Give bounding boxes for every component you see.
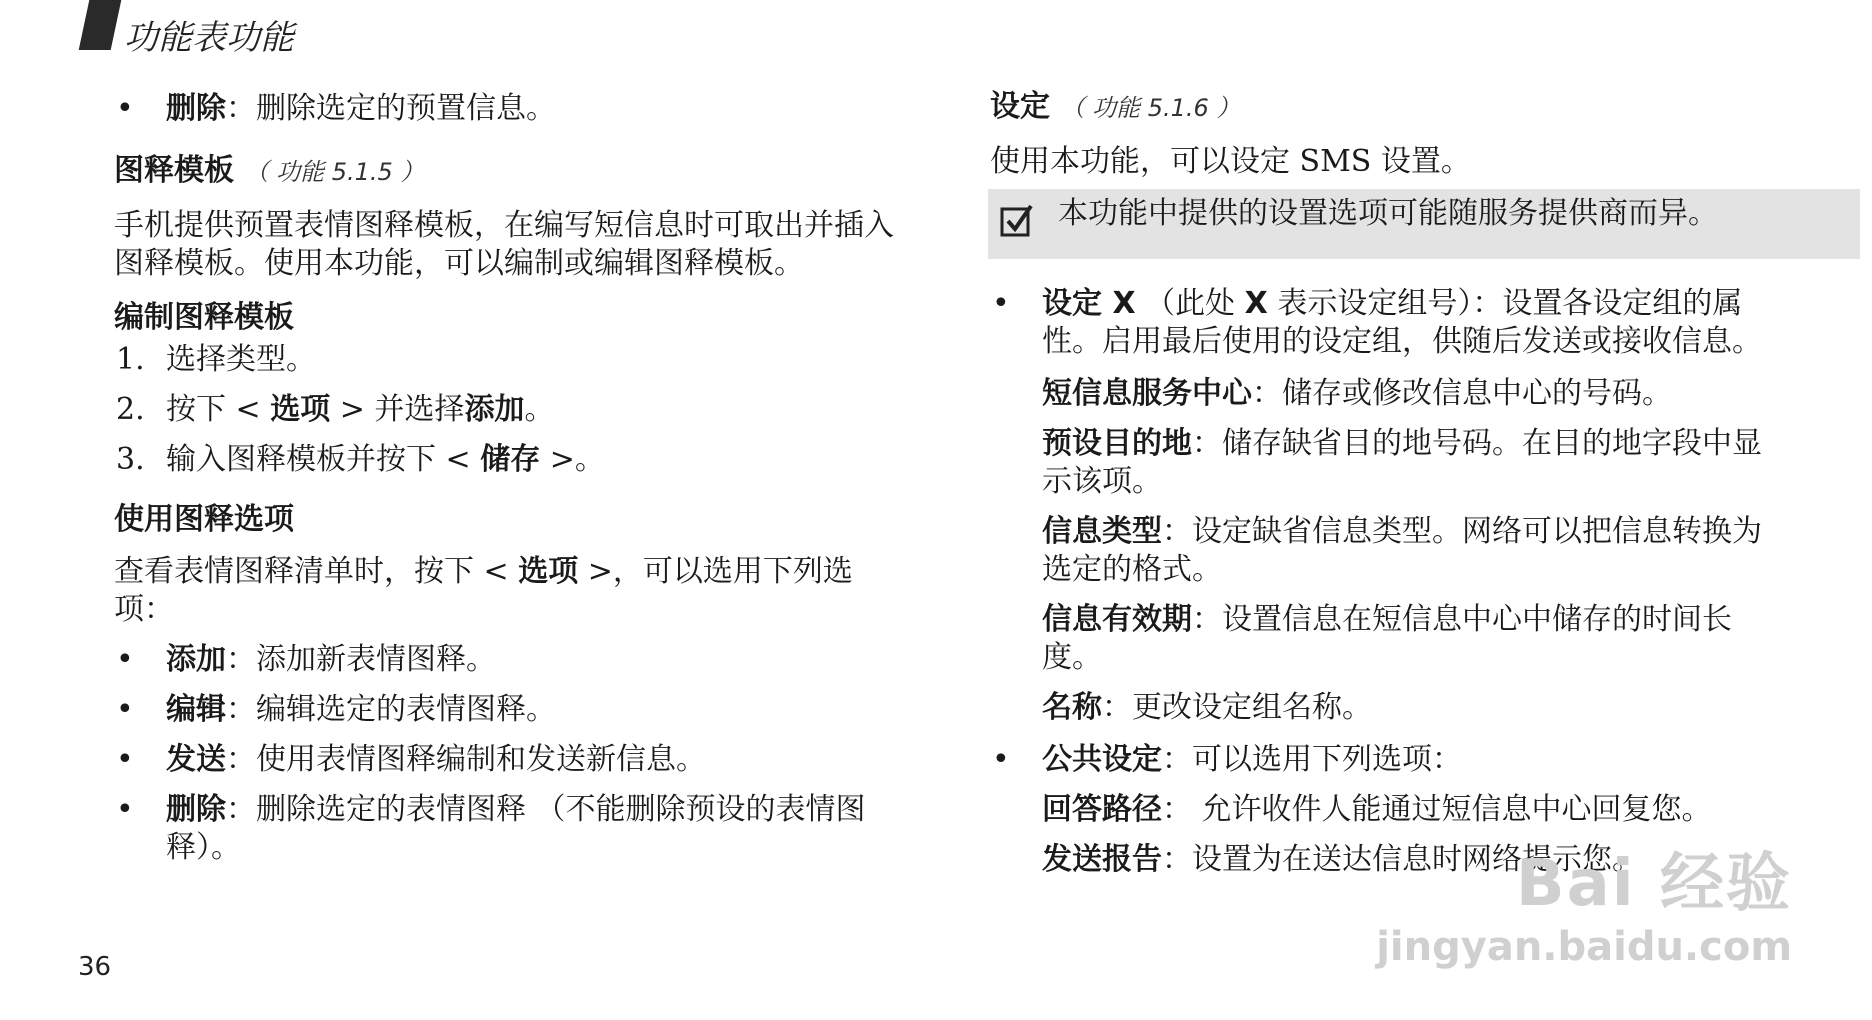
sub-label: 短信息服务中心 — [1042, 376, 1252, 411]
sub-text: ：设定缺省信息类型。网络可以把信息转换为选定的格式。 — [1042, 514, 1762, 587]
sub-item — [990, 425, 1770, 501]
page-header-title: 功能表功能 — [124, 18, 294, 58]
item-text: ：删除选定的表情图释 （不能删除预设的表情图释）。 — [166, 792, 866, 865]
item-label: 编辑 — [166, 692, 226, 727]
item-text: ：添加新表情图释。 — [226, 642, 496, 677]
steps-list — [114, 341, 894, 479]
list-item — [990, 285, 1770, 361]
item-text: （此处 — [1135, 286, 1245, 321]
sub-label: 名称 — [1042, 690, 1102, 725]
step-item — [114, 391, 894, 429]
step-text: >。 — [540, 442, 605, 477]
item-text: ：使用表情图释编制和发送新信息。 — [226, 742, 706, 777]
list-item — [114, 691, 894, 729]
step-number: 3. — [116, 442, 145, 477]
sub-text: ：储存缺省目的地号码。在目的地字段中显示该项。 — [1042, 426, 1762, 499]
sub-text: ： 允许收件人能通过短信息中心回复您。 — [1162, 792, 1712, 827]
page-number: 36 — [78, 952, 112, 982]
item-text: ：可以选用下列选项： — [1162, 742, 1462, 777]
section-title: 图释模板 — [114, 153, 234, 188]
sub-item — [990, 513, 1770, 589]
step-bold: 选项 — [270, 392, 331, 427]
sub-item — [990, 689, 1770, 727]
header-bar — [79, 0, 122, 50]
step-item — [114, 441, 894, 479]
sub-item — [990, 375, 1770, 413]
setting-sublist — [990, 375, 1770, 727]
sub-text: ：更改设定组名称。 — [1102, 690, 1372, 725]
section-title: 设定 — [990, 89, 1050, 124]
sub-item — [990, 791, 1770, 829]
function-ref: （ 功能 5.1.5 ） — [244, 158, 425, 186]
note-box — [988, 189, 1860, 259]
step-text: > 并选择 — [330, 392, 465, 427]
subheading: 编制图释模板 — [114, 300, 294, 335]
sub-text: ：设置信息在短信息中心中储存的时间长度。 — [1042, 602, 1732, 675]
item-text: ：编辑选定的表情图释。 — [226, 692, 556, 727]
sub-label: 发送报告 — [1042, 842, 1162, 877]
options-list — [114, 641, 894, 867]
step-item — [114, 341, 894, 379]
step-text: 按下 < — [166, 392, 271, 427]
list-item — [114, 791, 894, 867]
sub-label: 信息类型 — [1042, 514, 1162, 549]
item-label: 添加 — [166, 642, 226, 677]
sub-label: 回答路径 — [1042, 792, 1162, 827]
left-column — [114, 80, 894, 867]
list-item — [114, 90, 894, 128]
list-item — [990, 741, 1770, 779]
step-text: 。 — [524, 392, 555, 427]
step-text: 输入图释模板并按下 < — [166, 442, 481, 477]
paragraph: 手机提供预置表情图释模板，在编写短信息时可取出并插入图释模板。使用本功能，可以编制或编辑图释模板。 — [114, 208, 894, 281]
watermark — [1376, 832, 1792, 970]
item-label: 发送 — [166, 742, 226, 777]
sub-text: ：设置为在送达信息时网络提示您。 — [1162, 842, 1642, 877]
note-text: 本功能中提供的设置选项可能随服务提供商而异。 — [1058, 196, 1718, 231]
paragraph — [114, 553, 894, 629]
step-bold: 添加 — [464, 392, 525, 427]
sub-label: 信息有效期 — [1042, 602, 1192, 637]
list-item — [114, 641, 894, 679]
item-text: ：删除选定的预置信息。 — [226, 91, 556, 126]
item-label: 删除 — [166, 91, 226, 126]
function-ref: （ 功能 5.1.6 ） — [1060, 94, 1241, 122]
paragraph-text: 查看表情图释清单时，按下 < — [114, 554, 519, 589]
sub-item — [990, 601, 1770, 677]
paragraph-text: >，可以选用下列选项： — [114, 554, 853, 627]
item-bold: X — [1244, 286, 1268, 321]
subheading: 使用图释选项 — [114, 502, 294, 537]
item-label: 设定 X — [1042, 286, 1136, 321]
item-label: 公共设定 — [1042, 742, 1162, 777]
sub-label: 预设目的地 — [1042, 426, 1192, 461]
step-bold: 储存 — [480, 442, 541, 477]
item-text: 表示设定组号）：设置各设定组的属性。启用最后使用的设定组，供随后发送或接收信息。 — [1042, 286, 1762, 359]
step-number: 2. — [116, 392, 145, 427]
sub-text: ：储存或修改信息中心的号码。 — [1252, 376, 1672, 411]
step-text: 选择类型。 — [166, 342, 316, 377]
paragraph: 使用本功能，可以设定 SMS 设置。 — [990, 144, 1471, 179]
checkbox-note-icon — [1000, 203, 1034, 237]
watermark-url: jingyan.baidu.com — [1376, 924, 1792, 970]
paragraph-bold: 选项 — [518, 554, 579, 589]
section-heading — [114, 152, 894, 191]
section-heading — [990, 88, 1770, 127]
list-item — [114, 741, 894, 779]
watermark-logo-text: Bai 经验 — [1515, 847, 1792, 921]
right-column — [990, 80, 1770, 879]
step-number: 1. — [116, 342, 145, 377]
item-label: 删除 — [166, 792, 226, 827]
